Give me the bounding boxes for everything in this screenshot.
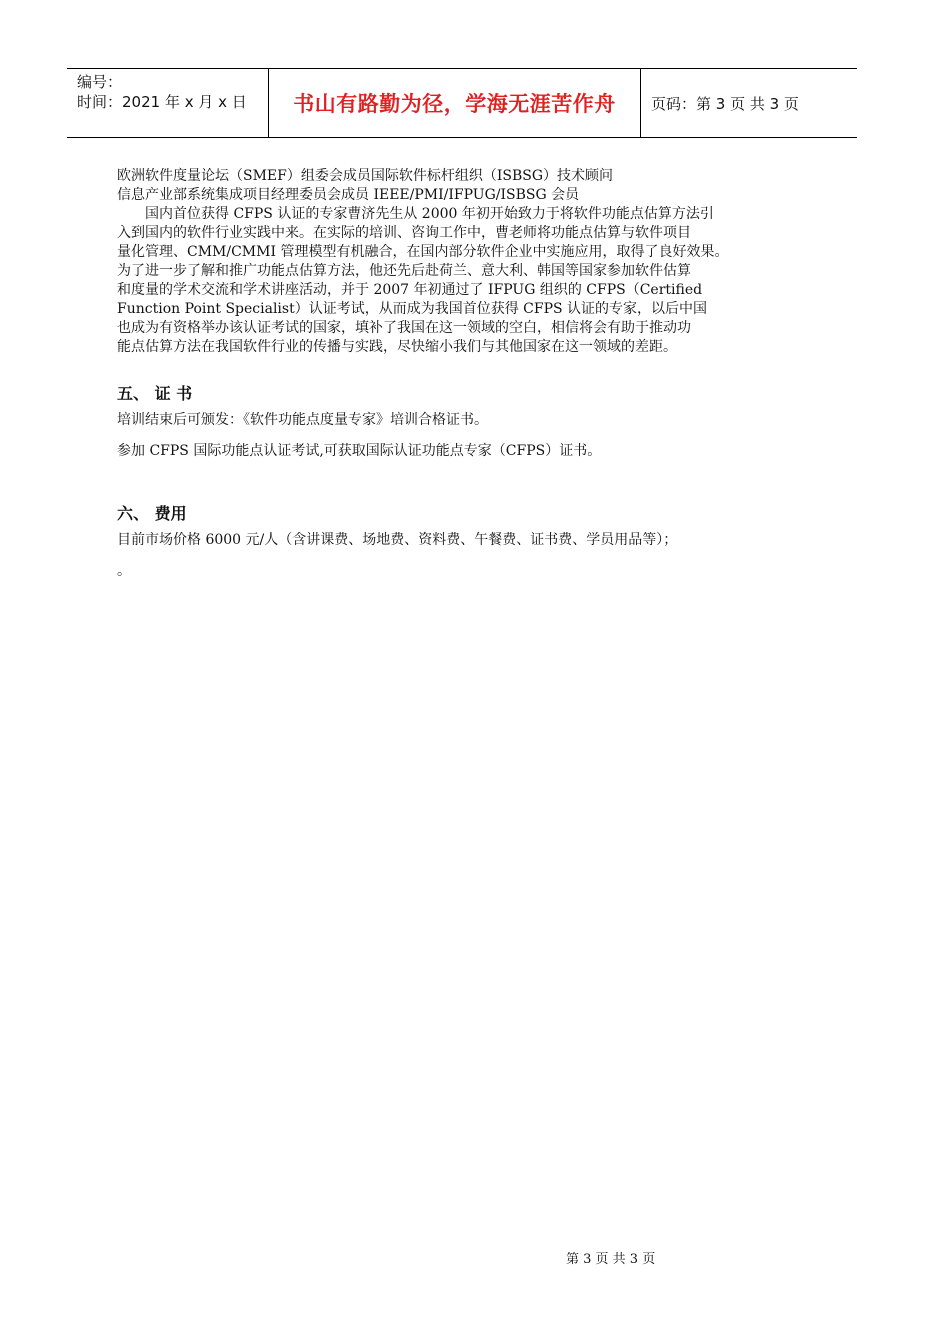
section-6-paragraph: 。 [117,563,131,579]
header-meta [67,69,269,137]
body-line: 信息产业部系统集成项目经理委员会成员 IEEE/PMI/IFPUG/ISBSG 会员 [117,187,580,203]
section-5-paragraph: 培训结束后可颁发：《软件功能点度量专家》培训合格证书。 [117,412,488,428]
section-6-title: 六、 费用 [117,504,187,523]
section-5-title: 五、 证 书 [117,384,193,403]
body-line: 为了进一步了解和推广功能点估算方法，他还先后赴荷兰、意大利、韩国等国家参加软件估算 [117,263,691,279]
body-line: Function Point Specialist）认证考试，从而成为我国首位获得 CFPS 认证的专家，以后中国 [117,301,708,317]
page-label: 页码：第 3 页 共 3 页 [651,94,799,113]
section-5-paragraph: 参加 CFPS 国际功能点认证考试,可获取国际认证功能点专家（CFPS）证书。 [117,443,602,459]
body-line: 入到国内的软件行业实践中来。在实际的培训、咨询工作中，曹老师将功能点估算与软件项目 [117,225,691,241]
body-line: 能点估算方法在我国软件行业的传播与实践，尽快缩小我们与其他国家在这一领域的差距。 [117,339,677,355]
body-line: 量化管理、CMM/CMMI 管理模型有机融合，在国内部分软件企业中实施应用，取得了良好效果。 [117,244,729,260]
body-line: 和度量的学术交流和学术讲座活动，并于 2007 年初通过了 IFPUG 组织的 CFPS（Certified [117,282,703,298]
body-line: 欧洲软件度量论坛（SMEF）组委会成员国际软件标杆组织（ISBSG）技术顾问 [117,168,614,184]
header-motto-cell [269,69,641,137]
footer-page-number: 第 3 页 共 3 页 [566,1252,656,1267]
header-page-cell [641,69,857,137]
time-label: 时间：2021 年 x 月 x 日 [77,93,247,111]
section-6-paragraph: 目前市场价格 6000 元/人（含讲课费、场地费、资料费、午餐费、证书费、学员用品等）； [117,532,678,548]
number-label: 编号： [77,73,123,91]
body-line: 国内首位获得 CFPS 认证的专家曹济先生从 2000 年初开始致力于将软件功能点估算方法引 [117,206,714,222]
motto: 书山有路勤为径，学海无涯苦作舟 [293,92,616,116]
page-header [67,68,857,138]
body-line: 也成为有资格举办该认证考试的国家，填补了我国在这一领域的空白，相信将会有助于推动功 [117,320,691,336]
